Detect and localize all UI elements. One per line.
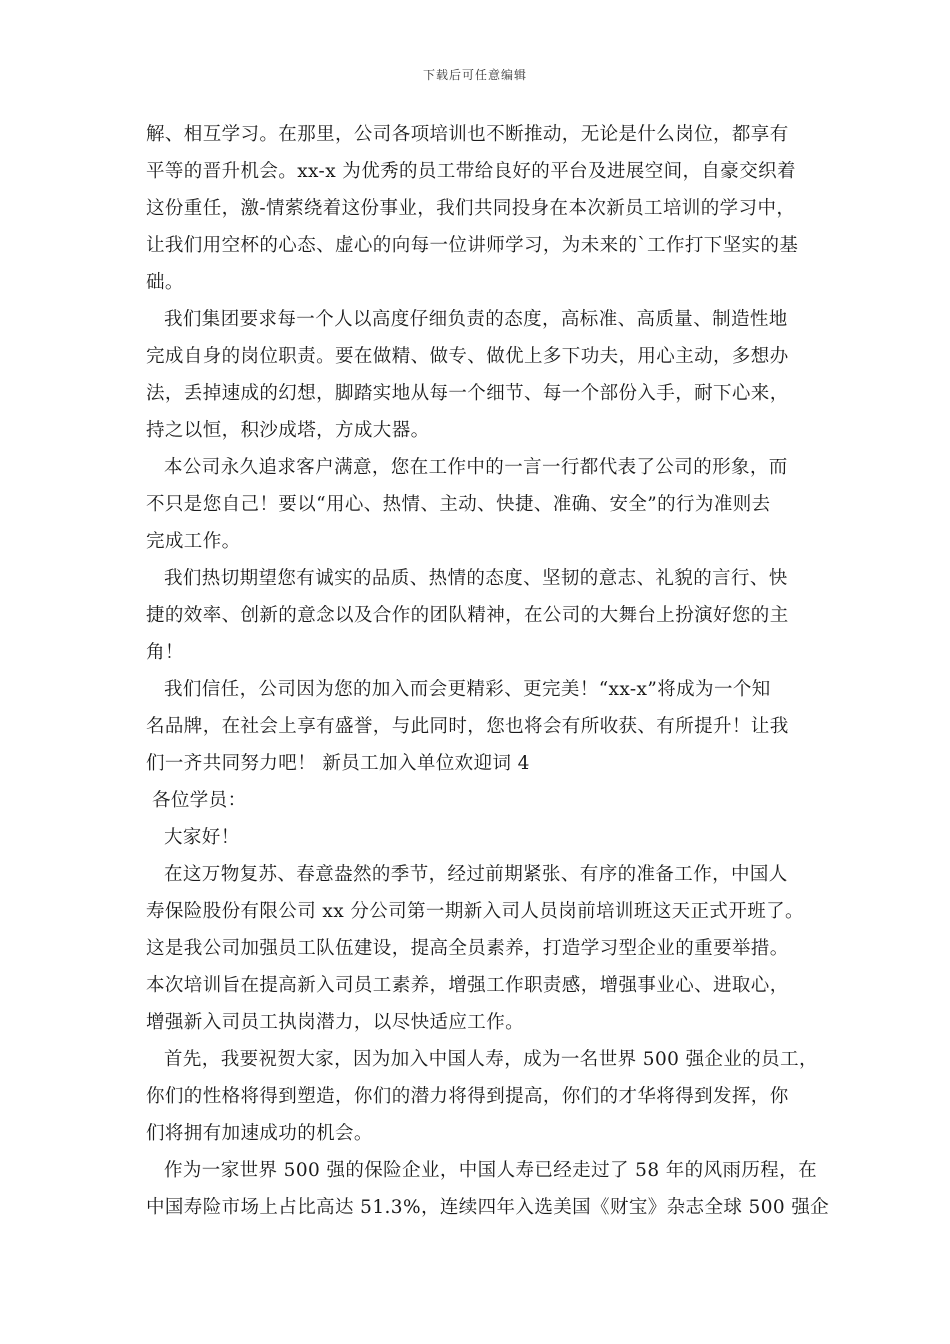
text-line: 础。 <box>146 272 184 293</box>
paragraph-first-line: 首先，我要祝贺大家，因为加入中国人寿，成为一名世界 500 强企业的员工， <box>164 1049 818 1070</box>
paragraph-first-line: 我们集团要求每一个人以高度仔细负责的态度，高标准、高质量、制造性地 <box>164 309 788 330</box>
text-line: 角！ <box>146 642 184 663</box>
text-line: 解、相互学习。在那里，公司各项培训也不断推动，无论是什么岗位，都享有 <box>146 124 789 145</box>
text-line: 你们的性格将得到塑造，你们的潜力将得到提高，你们的才华将得到发挥，你 <box>146 1086 789 1107</box>
paragraph-first-line: 在这万物复苏、春意盎然的季节，经过前期紧张、有序的准备工作，中国人 <box>164 864 788 885</box>
text-line: 平等的晋升机会。xx-x 为优秀的员工带给良好的平台及进展空间，自豪交织着 <box>146 161 796 182</box>
text-line: 们一齐共同努力吧！ 新员工加入单位欢迎词 4 <box>146 753 530 774</box>
text-line: 这份重任，激-情萦绕着这份事业，我们共同投身在本次新员工培训的学习中， <box>146 198 796 219</box>
paragraph-first-line: 本公司永久追求客户满意，您在工作中的一言一行都代表了公司的形象，而 <box>164 457 788 478</box>
text-line: 完成工作。 <box>146 531 241 552</box>
page-header: 下载后可任意编辑 <box>422 68 527 82</box>
text-line: 寿保险股份有限公司 xx 分公司第一期新入司人员岗前培训班这天正式开班了。 <box>146 901 804 922</box>
paragraph-first-line: 我们信任，公司因为您的加入而会更精彩、更完美！“xx-x”将成为一个知 <box>164 679 771 700</box>
text-line: 让我们用空杯的心态、虚心的向每一位讲师学习，为未来的`工作打下坚实的基 <box>146 235 799 256</box>
text-line: 中国寿险市场上占比高达 51.3%，连续四年入选美国《财宝》杂志全球 500 强企 <box>146 1197 830 1218</box>
text-line: 增强新入司员工执岗潜力，以尽快适应工作。 <box>146 1012 525 1033</box>
text-line: 这是我公司加强员工队伍建设，提高全员素养，打造学习型企业的重要举措。 <box>146 938 789 959</box>
text-line: 完成自身的岗位职责。要在做精、做专、做优上多下功夫，用心主动，多想办 <box>146 346 789 367</box>
text-line: 们将拥有加速成功的机会。 <box>146 1123 373 1144</box>
text-line: 本次培训旨在提高新入司员工素养，增强工作职责感，增强事业心、进取心， <box>146 975 789 996</box>
text-line: 不只是您自己！要以“用心、热情、主动、快捷、准确、安全”的行为准则去 <box>146 494 771 515</box>
text-line: 名品牌，在社会上享有盛誉，与此同时，您也将会有所收获、有所提升！让我 <box>146 716 789 737</box>
text-line: 法，丢掉速成的幻想，脚踏实地从每一个细节、每一个部份入手，耐下心来， <box>146 383 789 404</box>
paragraph-first-line: 我们热切期望您有诚实的品质、热情的态度、坚韧的意志、礼貌的言行、快 <box>164 568 788 589</box>
paragraph-first-line: 作为一家世界 500 强的保险企业，中国人寿已经走过了 58 年的风雨历程，在 <box>164 1160 817 1181</box>
text-line: 持之以恒，积沙成塔，方成大器。 <box>146 420 430 441</box>
salutation: 各位学员： <box>152 790 247 811</box>
text-line: 捷的效率、创新的意念以及合作的团队精神，在公司的大舞台上扮演好您的主 <box>146 605 789 626</box>
greeting: 大家好！ <box>164 827 240 848</box>
